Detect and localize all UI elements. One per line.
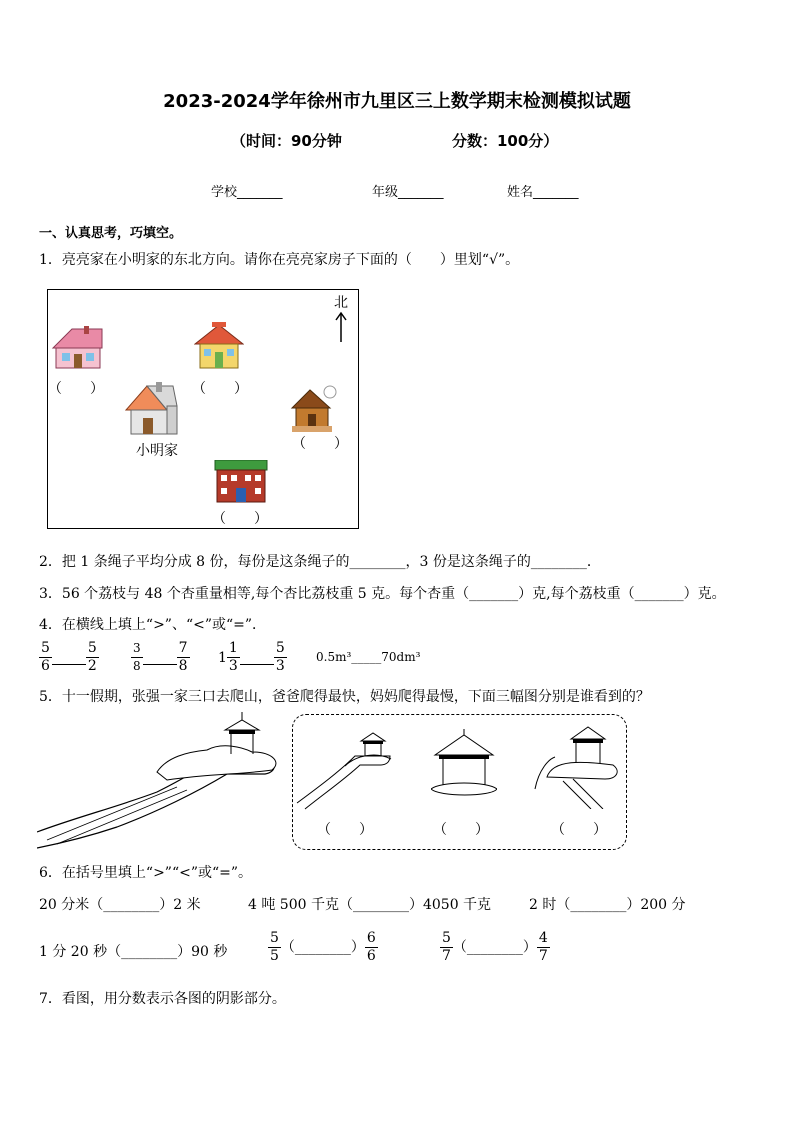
- compare-row1-c: 2 时（________）200 分: [529, 897, 686, 913]
- fraction-denominator: 7: [538, 948, 548, 964]
- fraction-denominator: 2: [87, 658, 97, 674]
- question-1: 1．亮亮家在小明家的东北方向。请你在亮亮家房子下面的（ ）里划“√”。: [39, 252, 520, 268]
- fraction-denominator: 7: [442, 948, 451, 964]
- fraction-numerator: 6: [366, 930, 376, 946]
- fraction-numerator: 5: [275, 640, 285, 656]
- view-3-icon: [533, 719, 623, 809]
- compare-3: [218, 640, 287, 675]
- answer-paren-2: （ ）: [433, 822, 489, 838]
- direction-map: [47, 289, 359, 529]
- yellow-house-icon: [194, 322, 244, 370]
- fraction-numerator: 5: [442, 930, 451, 946]
- compare-blank: （________）: [280, 939, 365, 956]
- compare-row2-c: [440, 930, 550, 965]
- page-title: 2023-2024学年徐州市九里区三上数学期末检测模拟试题: [163, 91, 631, 112]
- paren-e: （ ）: [292, 436, 348, 452]
- time-limit: （时间：90分钟: [231, 132, 342, 150]
- compare-row2-b: [268, 930, 378, 965]
- paren-nw: （ ）: [48, 381, 104, 397]
- name-field: 姓名_______: [507, 185, 579, 200]
- mountain-pavilion-illustration: [37, 712, 282, 852]
- paren-n: （ ）: [192, 381, 248, 397]
- north-arrow-icon: [334, 310, 348, 344]
- school-field: 学校_______: [211, 185, 283, 200]
- cottage-icon: [290, 384, 342, 434]
- pink-house-icon: [50, 326, 106, 370]
- compare-row1-b: 4 吨 500 千克（________）4050 千克: [248, 897, 492, 913]
- section-heading: 一、认真思考，巧填空。: [39, 226, 183, 241]
- xiaoming-home-label: 小明家: [136, 443, 178, 459]
- answer-paren-1: （ ）: [317, 822, 373, 838]
- question-3: 3．56 个荔枝与 48 个杏重量相等,每个杏比荔枝重 5 克。每个杏重（_______）克,每个荔枝重（_______）克。: [39, 586, 726, 602]
- grade-field: 年级_______: [372, 185, 444, 200]
- compare-blank: （________）: [452, 939, 537, 956]
- question-7: 7．看图，用分数表示各图的阴影部分。: [39, 991, 286, 1007]
- fraction-denominator: 8: [133, 659, 141, 673]
- question-5: 5．十一假期，张强一家三口去爬山，爸爸爬得最快，妈妈爬得最慢，下面三幅图分别是谁看到的？: [39, 689, 650, 705]
- compare-1: [39, 640, 99, 675]
- mixed-whole: 1: [218, 649, 227, 666]
- compare-row2-a: 1 分 20 秒（________）90 秒: [39, 944, 228, 960]
- answer-paren-3: （ ）: [551, 822, 607, 838]
- fraction-numerator: 4: [538, 930, 548, 946]
- fraction-denominator: 3: [275, 658, 285, 674]
- fraction-numerator: 1: [228, 640, 238, 656]
- total-score: 分数：100分）: [452, 132, 559, 150]
- question-4: 4．在横线上填上“>”、“<”或“=”．: [39, 617, 267, 633]
- fraction-numerator: 5: [41, 640, 50, 656]
- fraction-numerator: 3: [131, 640, 143, 658]
- fraction-denominator: 3: [228, 658, 238, 674]
- compare-row1-a: 20 分米（________）2 米: [39, 897, 201, 913]
- school-building-icon: [213, 460, 269, 504]
- choice-panel: [292, 714, 627, 850]
- fraction-denominator: 8: [178, 658, 188, 674]
- compare-2: [131, 640, 190, 675]
- question-6: 6．在括号里填上“>”“<”或“=”。: [39, 865, 253, 881]
- paren-s: （ ）: [212, 511, 268, 527]
- compare-4: 0.5m³_____70dm³: [316, 650, 421, 664]
- fraction-numerator: 7: [178, 640, 188, 656]
- north-label: 北: [334, 295, 348, 311]
- fraction-numerator: 5: [87, 640, 97, 656]
- xiaoming-house-icon: [123, 382, 179, 436]
- fraction-numerator: 5: [270, 930, 279, 946]
- view-1-icon: [295, 721, 395, 811]
- fraction-denominator: 6: [366, 948, 376, 964]
- fraction-denominator: 6: [41, 658, 50, 674]
- question-2: 2．把 1 条绳子平均分成 8 份，每份是这条绳子的________，3 份是这条绳子的________．: [39, 554, 601, 570]
- view-2-icon: [431, 729, 497, 805]
- fraction-denominator: 5: [270, 948, 279, 964]
